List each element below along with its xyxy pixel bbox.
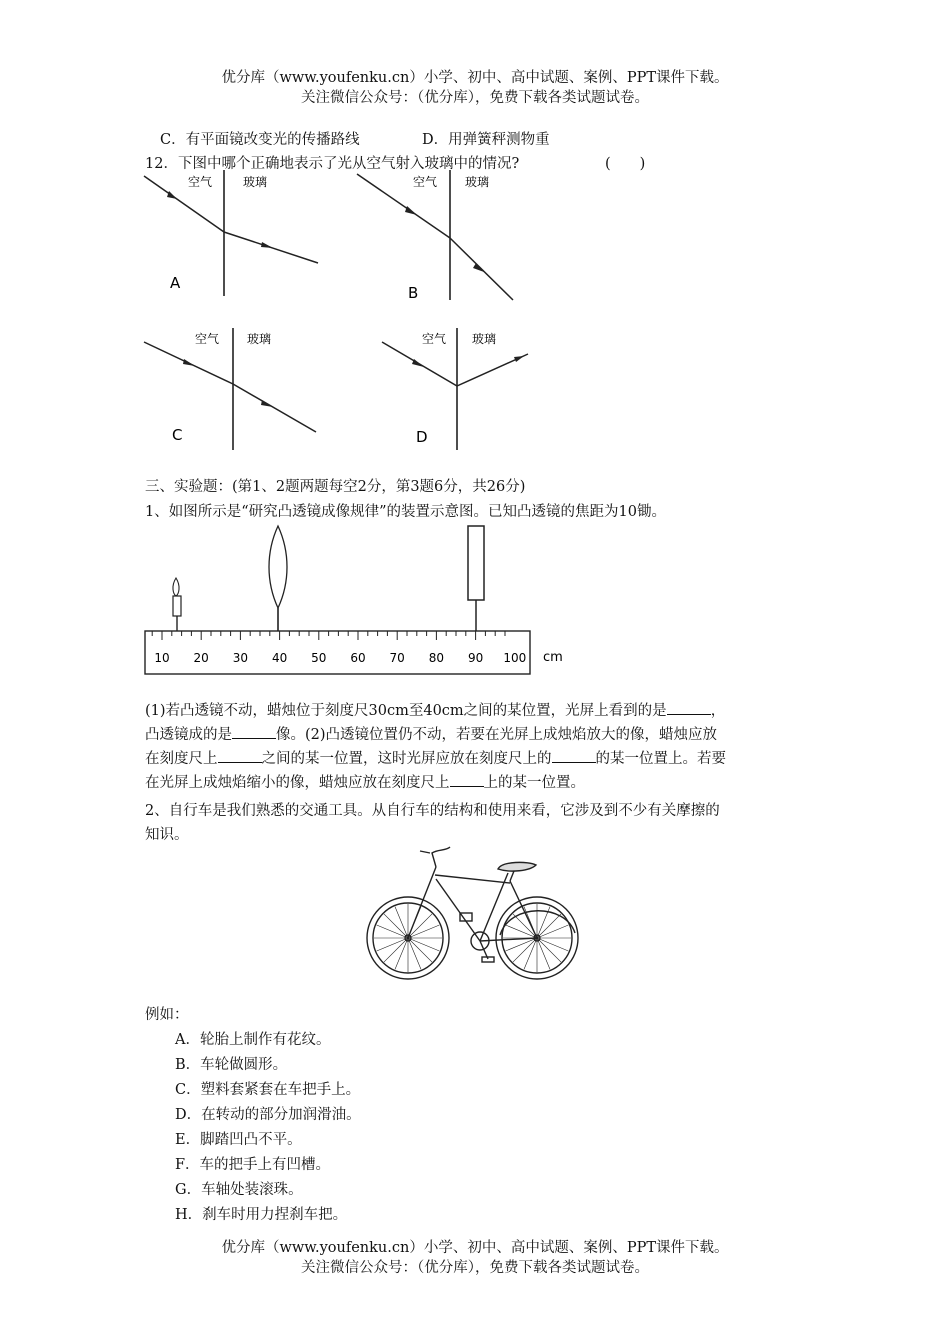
q11-option-d: D．用弹簧秤测物重 (422, 132, 550, 148)
refraction-diagram-c (140, 326, 340, 452)
bicycle-illustration (360, 843, 590, 983)
q12-stem: 12．下图中哪个正确地表示了光从空气射入玻璃中的情况? (145, 156, 520, 172)
answer-blank-5[interactable] (450, 772, 484, 787)
footer-line-1: 优分库（www.youfenku.cn）小学、初中、高中试题、案例、PPT课件下载。 (221, 1240, 729, 1256)
answer-blank-4[interactable] (552, 748, 596, 763)
ruler-tick-label: 20 (193, 651, 209, 665)
answer-blank-1[interactable] (667, 700, 711, 715)
glass-label-b: 玻璃 (465, 175, 490, 189)
exp1-q2-line: 凸透镜成的是 像。(2)凸透镜位置仍不动，若要在光屏上成烛焰放大的像，蜡烛应放 (145, 724, 717, 746)
option-f: F．车的把手上有凹槽。 (175, 1157, 331, 1173)
ruler-tick-label: 80 (428, 651, 445, 665)
answer-blank-3[interactable] (218, 748, 262, 763)
convex-lens-icon (269, 526, 287, 644)
exp1-q1-line: (1)若凸透镜不动，蜡烛位于刻度尺30cm至40cm之间的某位置，光屏上看到的是 ， (145, 700, 725, 722)
exp1-stem: 1、如图所示是“研究凸透镜成像规律”的装置示意图。已知凸透镜的焦距为10锄。 (145, 504, 666, 520)
air-label-d: 空气 (422, 332, 447, 346)
wheel-spoke (408, 938, 432, 962)
glass-label-d: 玻璃 (472, 332, 497, 346)
ruler-tick-label: 60 (350, 651, 366, 665)
wheel-spoke (408, 914, 432, 938)
ruler-tick-label: 30 (232, 651, 249, 665)
glass-label-c: 玻璃 (247, 332, 272, 346)
air-label-b: 空气 (413, 175, 438, 189)
ruler-tick-label: 100 (503, 651, 527, 665)
diagram-label-a: A (170, 274, 181, 292)
refracted-ray-c (233, 384, 316, 432)
ruler-tick-label: 70 (389, 651, 405, 665)
q12-answer-paren: ( ) (605, 156, 646, 172)
option-g: G．车轴处装滚珠。 (175, 1182, 303, 1198)
ruler-tick-label: 10 (154, 651, 170, 665)
wheel-spoke (384, 914, 408, 938)
light-screen-icon (468, 526, 484, 631)
option-c: C．塑料套紧套在车把手上。 (175, 1082, 361, 1098)
air-label-c: 空气 (195, 332, 220, 346)
q11-option-c: C．有平面镜改变光的传播路线 (160, 132, 360, 148)
wheel-spoke (537, 914, 561, 938)
wheel-spoke (513, 914, 537, 938)
answer-blank-2[interactable] (232, 724, 276, 739)
exp1-q3-line: 在刻度尺上 之间的某一位置，这时光屏应放在刻度尺上的 的某一位置上。若要 (145, 748, 726, 770)
example-label: 例如： (145, 1007, 189, 1023)
section3-title: 三、实验题：(第1、2题两题每空2分，第3题6分，共26分) (145, 479, 526, 495)
diagram-label-d: D (416, 428, 428, 446)
refraction-diagram-a (140, 168, 340, 298)
option-h: H．刹车时用力捏刹车把。 (175, 1207, 348, 1223)
exp1-q4-line: 在光屏上成烛焰缩小的像，蜡烛应放在刻度尺上 上的某一位置。 (145, 772, 585, 794)
candle-icon (173, 578, 181, 631)
refraction-diagram-d (378, 326, 538, 452)
air-label-a: 空气 (188, 175, 213, 189)
refracted-ray-b (450, 238, 513, 300)
option-b: B．车轮做圆形。 (175, 1057, 288, 1073)
refraction-diagram-b (355, 168, 535, 308)
header-line-1: 优分库（www.youfenku.cn）小学、初中、高中试题、案例、PPT课件下载。 (221, 70, 729, 86)
footer-line-2: 关注微信公众号：（优分库），免费下载各类试题试卷。 (301, 1260, 649, 1276)
wheel-spoke (384, 938, 408, 962)
option-e: E．脚踏凹凸不平。 (175, 1132, 302, 1148)
wheel-spoke (537, 938, 561, 962)
ruler-unit: cm (543, 650, 563, 665)
diagram-label-b: B (408, 284, 419, 302)
ruler-tick-label: 40 (271, 651, 288, 665)
exp2-stem-line-2: 知识。 (145, 827, 189, 843)
exp2-stem-line-1: 2、自行车是我们熟悉的交通工具。从自行车的结构和使用来看，它涉及到不少有关摩擦的 (145, 803, 720, 819)
glass-label-a: 玻璃 (243, 175, 268, 189)
ruler-tick-label: 90 (467, 651, 484, 665)
wheel-spoke (513, 938, 537, 962)
option-d: D．在转动的部分加润滑油。 (175, 1107, 361, 1123)
option-a: A．轮胎上制作有花纹。 (175, 1032, 331, 1048)
ruler-tick-label: 50 (311, 651, 327, 665)
header-line-2: 关注微信公众号：（优分库），免费下载各类试题试卷。 (301, 90, 649, 106)
optical-bench-diagram (140, 522, 580, 682)
diagram-label-c: C (172, 426, 183, 444)
